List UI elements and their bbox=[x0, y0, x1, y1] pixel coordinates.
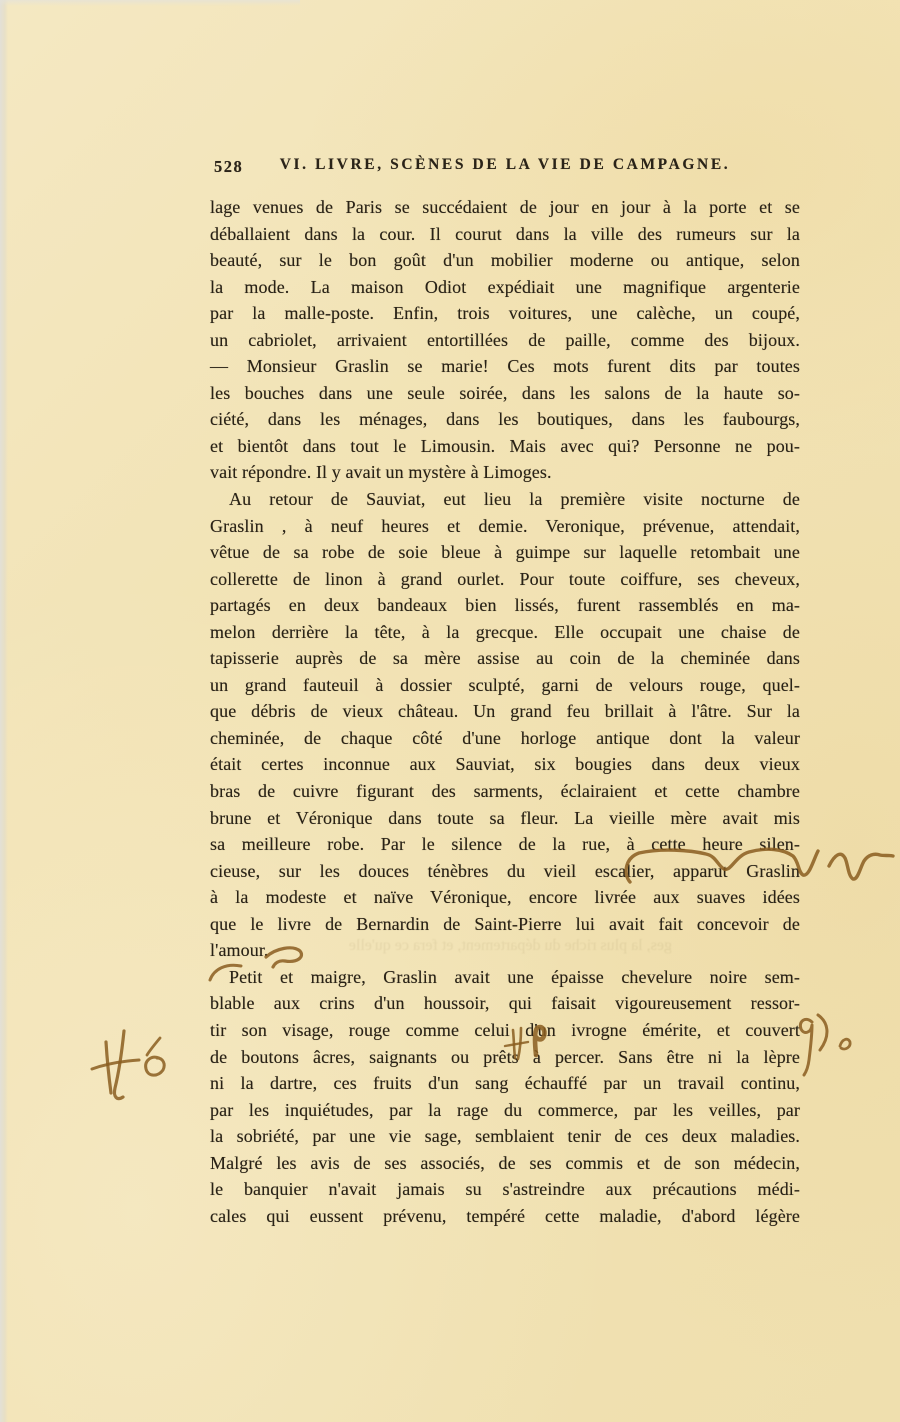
text-line: la sobriété, par une vie sage, semblaient tenir de ces deux maladies. bbox=[210, 1126, 800, 1147]
text-line: les bouches dans une seule soirée, dans les salons de la haute so- bbox=[210, 382, 800, 403]
text-line: brune et Véronique dans toute sa fleur. La vieille mère avait mis bbox=[210, 807, 800, 828]
annotation-margin-h-icon bbox=[92, 1060, 139, 1069]
text-line: ciété, dans les ménages, dans les boutiques, dans les faubourgs, bbox=[210, 409, 800, 430]
text-line: un grand fauteuil à dossier sculpté, garni de velours rouge, quel- bbox=[210, 674, 800, 695]
text-line: de boutons âcres, saignants ou prêts à percer. Sans être ni la lèpre bbox=[210, 1046, 800, 1067]
annotation-margin-squiggle-icon bbox=[829, 854, 893, 879]
annotation-margin-e-icon bbox=[840, 1039, 850, 1049]
text-line: que débris de vieux château. Un grand feu brillait à l'âtre. Sur la bbox=[210, 701, 800, 722]
text-line: que le livre de Bernardin de Saint-Pierre lui avait fait concevoir de bbox=[210, 913, 800, 934]
show-through-text: ges, la plus riche du département, et fera ce qu'elle bbox=[348, 937, 672, 954]
text-line: melon derrière la tête, à la grecque. Elle occupait une chaise de bbox=[210, 621, 800, 642]
annotation-margin-g-icon bbox=[800, 1019, 812, 1075]
page-number: 528 bbox=[214, 157, 244, 176]
text-line: ni la dartre, ces fruits d'un sang échauffé par un travail continu, bbox=[210, 1073, 800, 1094]
text-line: le banquier n'avait jamais su s'astreindre aux précautions médi- bbox=[210, 1179, 800, 1200]
text-line: cales qui eussent prévenu, tempéré cette maladie, d'abord légère bbox=[210, 1205, 800, 1226]
text-line: tir son visage, rouge comme celui d'un ivrogne émérite, et couvert bbox=[210, 1019, 800, 1040]
text-line: collerette de linon à grand ourlet. Pour toute coiffure, ses cheveux, bbox=[210, 568, 800, 589]
text-block bbox=[210, 194, 800, 1229]
text-line: vêtue de sa robe de soie bleue à guimpe sur laquelle retombait une bbox=[210, 542, 800, 563]
text-line: — Monsieur Graslin se marie! Ces mots furent dits par toutes bbox=[210, 356, 800, 377]
text-line: cheminée, de chaque côté d'une horloge antique dont la valeur bbox=[210, 727, 800, 748]
text-line: la mode. La maison Odiot expédiait une magnifique argenterie bbox=[210, 276, 800, 297]
text-line: était certes inconnue aux Sauviat, six bougies dans deux vieux bbox=[210, 754, 800, 775]
text-line: blable aux crins d'un houssoir, qui faisait vigoureusement ressor- bbox=[210, 993, 800, 1014]
page-edge-top bbox=[0, 0, 300, 6]
text-line: à la modeste et naïve Véronique, encore livrée aux suaves idées bbox=[210, 887, 800, 908]
running-header: VI. LIVRE, SCÈNES DE LA VIE DE CAMPAGNE. bbox=[279, 156, 731, 173]
text-line: par la malle-poste. Enfin, trois voitures, une calèche, un coupé, bbox=[210, 303, 800, 324]
text-line: cieuse, sur les douces ténèbres du vieil escalier, apparut Graslin bbox=[210, 860, 800, 881]
text-line: Malgré les avis de ses associés, de ses commis et de son médecin, bbox=[210, 1152, 800, 1173]
text-line: Graslin , à neuf heures et demie. Veronique, prévenue, attendait, bbox=[210, 515, 800, 536]
running-header-row bbox=[210, 156, 800, 180]
text-line: partagés en deux bandeaux bien lissés, furent rassemblés en ma- bbox=[210, 595, 800, 616]
text-line: un cabriolet, arrivaient entortillées de paille, comme des bijoux. bbox=[210, 329, 800, 350]
annotation-margin-h-icon bbox=[106, 1042, 111, 1093]
annotation-margin-e-grave-icon bbox=[146, 1057, 165, 1075]
text-line: et bientôt dans tout le Limousin. Mais avec qui? Personne ne pou- bbox=[210, 435, 800, 456]
annotation-margin-h-icon bbox=[114, 1031, 124, 1099]
annotation-margin-accent-icon bbox=[147, 1038, 160, 1055]
text-line: Au retour de Sauviat, eut lieu la première visite nocturne de bbox=[229, 489, 800, 510]
text-line: bras de cuivre figurant des sarments, éclairaient et cette chambre bbox=[210, 781, 800, 802]
text-line: Petit et maigre, Graslin avait une épaisse chevelure noire sem- bbox=[229, 966, 800, 987]
text-line: l'amour. bbox=[210, 940, 269, 961]
page-edge bbox=[0, 0, 8, 1422]
text-line: déballaient dans la cour. Il courut dans la ville des rumeurs sur la bbox=[210, 223, 800, 244]
text-line: lage venues de Paris se succédaient de jour en jour à la porte et se bbox=[210, 197, 800, 217]
text-line: tapisserie auprès de sa mère assise au coin de la cheminée dans bbox=[210, 648, 800, 669]
text-line: vait répondre. Il y avait un mystère à Limoges. bbox=[210, 462, 552, 483]
annotation-margin-paren-icon bbox=[818, 1015, 827, 1050]
text-line: beauté, sur le bon goût d'un mobilier moderne ou antique, selon bbox=[210, 250, 800, 271]
text-line: par les inquiétudes, par la rage du commerce, par les veilles, par bbox=[210, 1099, 800, 1120]
text-line: sa meilleure robe. Par le silence de la rue, à cette heure silen- bbox=[210, 834, 800, 855]
